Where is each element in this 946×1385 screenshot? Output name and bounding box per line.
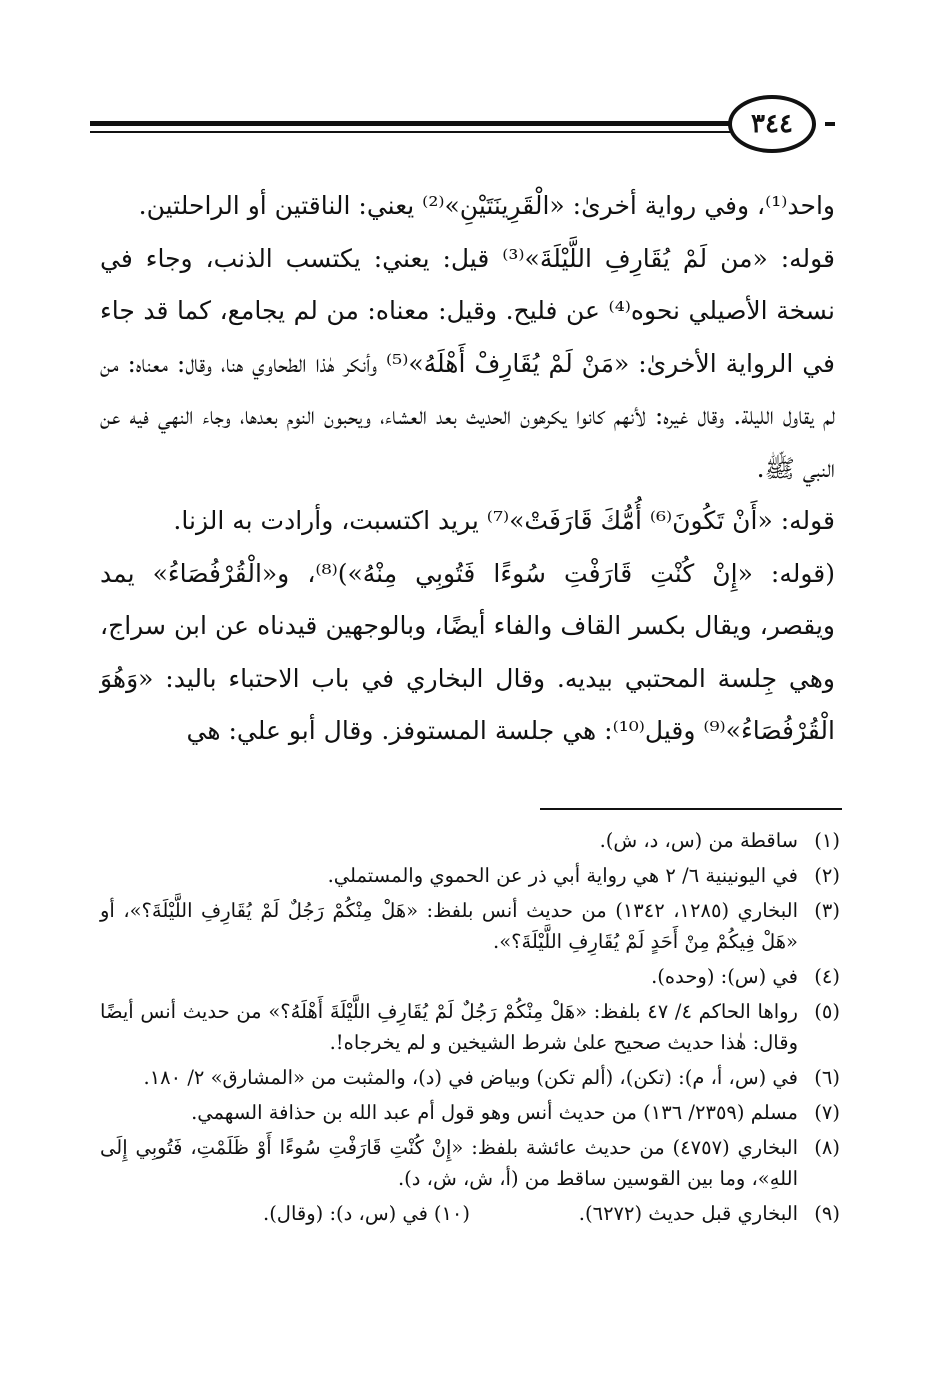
footnote-text: في (س، د): (وقال). [263,1202,428,1225]
footnote-number: (٤) [814,965,840,988]
footnote [100,961,840,992]
footnote-number: (٨) [814,1136,840,1159]
paragraph: واحد⁽¹⁾، وفي رواية أخرىٰ: «الْقَرِينَتَيْنِ»⁽²⁾ يعني: الناقتين أو الراحلتين. [138,191,835,220]
footnote [100,860,840,891]
footnote-number: (٥) [814,1000,840,1023]
footnote [470,1198,840,1229]
footnote-text: رواها الحاكم ٤/ ٤٧ بلفظ: «هَلْ مِنْكُمْ رَجُلٌ لَمْ يُقَارِفِ اللَّيْلَةَ أَهْلَهُ؟» من حديث أنس أيضًا وقال: هٰذا حديث صحيح علىٰ شرط الشيخين و لم يخرجاه!. [100,1000,798,1054]
footnote-number: (٩) [814,1202,840,1225]
footnote-text: البخاري (١٢٨٥، ١٣٤٢) من حديث أنس بلفظ: «هَلْ مِنْكُمْ رَجُلٌ لَمْ يُقَارِفِ اللَّيْلَةَ؟»، أو «هَلْ فِيكُمْ مِنْ أَحَدٍ لَمْ يُقَارِفِ اللَّيْلَةَ؟». [100,899,798,953]
footnote-number: (١٠) [433,1202,470,1225]
footnote-text: في (س، أ، م): (تكن)، (ألم تكن) وبياض في (د)، والمثبت من «المشارق» ٢/ ١٨٠. [143,1066,798,1089]
paragraph: قوله: «من لَمْ يُقَارِفِ اللَّيْلَةَ»⁽³⁾ قيل: يعني: يكتسب الذنب، وجاء في نسخة الأصيلي نحوه⁽⁴⁾ عن فليح. وقيل: معناه: من لم يجامع، كما قد جاء في الرواية الأخرىٰ: «مَنْ لَمْ يُقَارِفْ أَهْلَهُ»⁽⁵⁾ وأنكر هٰذا الطحاوي هنا، وقال: معناه: من لم يقاول الليلة. وقال غيره: لأنهم كانوا يكرهون الحديث بعد العشاء، ويحبون النوم بعدها، وجاء النهي فيه عن النبي ﷺ. [100,243,836,483]
page-number: ٣٤٤ [728,95,816,153]
footnote [100,895,840,957]
footnote-text: مسلم (٢٣٥٩/ ١٣٦) من حديث أنس وهو قول أم عبد الله بن حذافة السهمي. [191,1101,798,1124]
footnote [100,996,840,1058]
footnote-text: البخاري قبل حديث (٦٢٧٢). [578,1202,798,1225]
main-text [100,180,835,758]
footnote [100,1097,840,1128]
footnote [100,1062,840,1093]
footnote-text: في (س): (وحده). [651,965,798,988]
footnote-number: (١) [814,829,840,852]
footnote-number: (٦) [814,1066,840,1089]
footnotes [100,825,840,1229]
paragraph: (قوله: «إِنْ كُنْتِ قَارَفْتِ سُوءًا فَتُوبِي مِنْهُ»)⁽⁸⁾، و«الْقُرْفُصَاءُ» يمد ويقصر، ويقال بكسر القاف والفاء أيضًا، وبالوجهين قيدناه عن ابن سراج، وهي جِلسة المحتبي بيديه. وقال البخاري في باب الاحتباء باليد: «وَهُوَ الْقُرْفُصَاءُ»⁽⁹⁾ وقيل⁽¹⁰⁾: هي جلسة المستوفز. وقال أبو علي: هي [100,558,835,745]
page-header [90,95,835,175]
header-rule-thin [90,131,730,133]
footnote-number: (٢) [814,864,840,887]
footnote-number: (٧) [814,1101,840,1124]
footnote-pair [100,1198,840,1229]
header-rule-right [825,122,835,126]
footnote [100,1132,840,1194]
footnote [100,1198,470,1229]
footnote-text: ساقطة من (س، د، ش). [599,829,798,852]
header-rule-thick [90,121,730,126]
footnote-text: في اليونينية ٦/ ٢ هي رواية أبي ذر عن الحموي والمستملي. [327,864,798,887]
footnote-text: البخاري (٤٧٥٧) من حديث عائشة بلفظ: «إِنْ كُنْتِ قَارَفْتِ سُوءًا أَوْ ظَلَمْتِ، فَتُوبِي إِلَى اللهِ»، وما بين القوسين ساقط من (أ، ش، ش، د). [100,1136,798,1190]
footnote-number: (٣) [814,899,840,922]
footnote-separator [540,808,842,810]
footnote [100,825,840,856]
paragraph: قوله: «أَنْ تَكُونَ⁽⁶⁾ أُمُّكَ قَارَفَتْ»⁽⁷⁾ يريد اكتسبت، وأرادت به الزنا. [173,506,835,535]
